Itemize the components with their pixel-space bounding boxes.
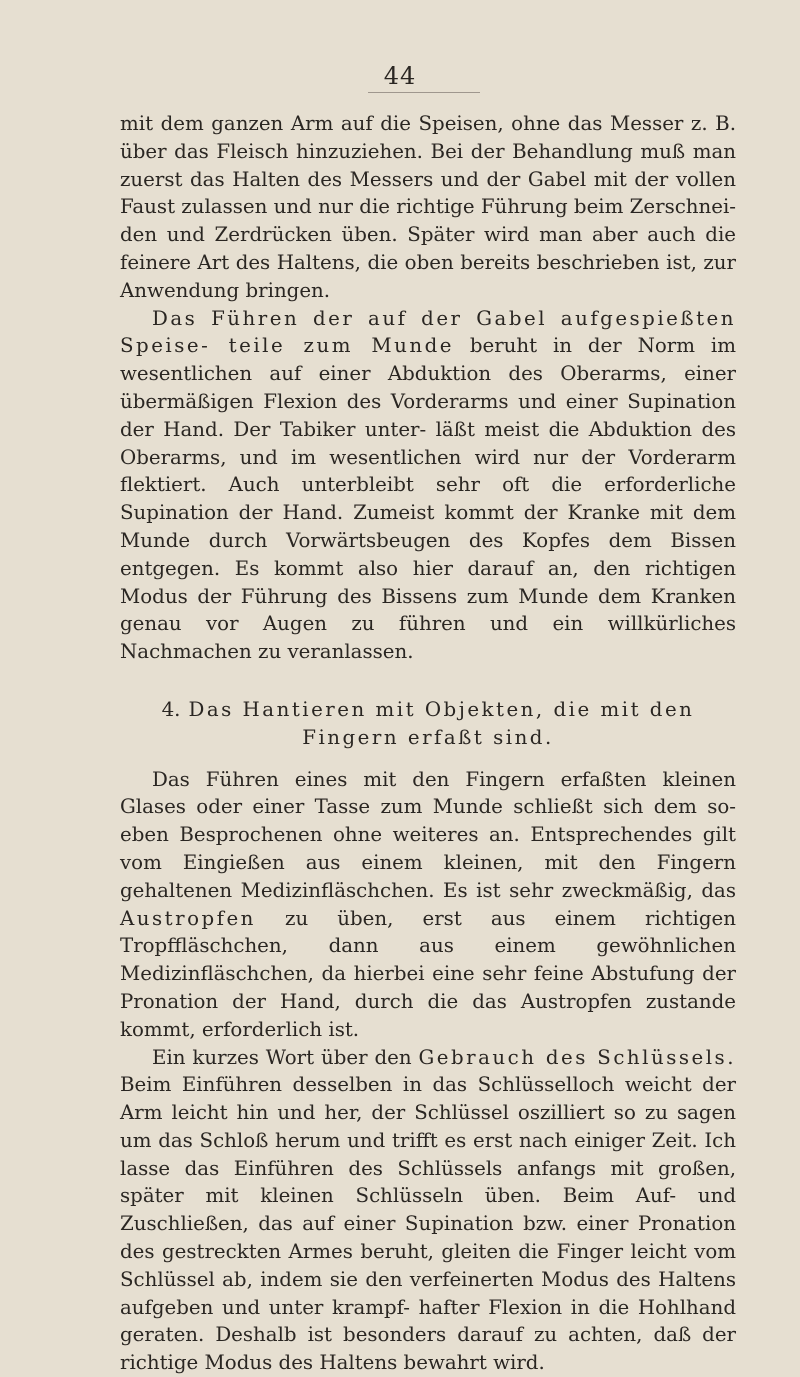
spaced-term-austropfen: Austropfen xyxy=(120,907,256,930)
page-body xyxy=(120,110,736,1377)
spaced-phrase: Das Führen der auf der Gabel aufgespießten Speise- teile zum Munde xyxy=(120,307,736,358)
section-paragraph-1-part1: Das Führen eines mit den Fingern erfaßten kleinen Glases oder einer Tasse zum Munde schließt sich dem so- eben Besprochenen ohne weiteres an. Entsprechendes gilt vom Eingießen aus einem kleinen, mit den Fingern gehaltenen Medizinfläschchen. Es ist sehr zweckmäßig, das xyxy=(120,768,736,902)
paragraph-2-text: beruht in der Norm im wesentlichen auf einer Abduktion des Oberarms, einer übermäßigen Flexion des Vorderarms und einer Supination der Hand. Der Tabiker unter- läßt meist die Abduktion des Oberarms, und im wesentlichen wird nur der Vorderarm flektiert. Auch unterbleibt sehr oft die erforderliche Supination der Hand. Zumeist kommt der Kranke mit dem Munde durch Vorwärtsbeugen des Kopfes dem Bissen entgegen. Es kommt also hier darauf an, den richtigen Modus der Führung des Bissens zum Munde dem Kranken genau vor Augen zu führen und ein willkürliches Nachmachen zu veranlassen. xyxy=(120,334,736,663)
paragraph-2 xyxy=(120,305,736,666)
section-paragraph-1 xyxy=(120,766,736,1044)
section-heading xyxy=(120,696,736,752)
section-paragraph-2-part1: Ein kurzes Wort über den xyxy=(152,1046,418,1069)
spaced-term-schluessel: Gebrauch des Schlüssels. xyxy=(418,1046,736,1069)
section-paragraph-1-part2: zu üben, erst aus einem richtigen Tropffläschchen, dann aus einem gewöhnlichen Medizinfläschchen, da hierbei eine sehr feine Abstufung der Pronation der Hand, durch die das Austropfen zustande kommt, erforderlich ist. xyxy=(120,907,736,1041)
paragraph-1: mit dem ganzen Arm auf die Speisen, ohne das Messer z. B. über das Fleisch hinzuziehen. Bei der Behandlung muß man zuerst das Halten des Messers und der Gabel mit der vollen Faust zulassen und nur die richtige Führung beim Zerschnei- den und Zerdrücken üben. Später wird man aber auch die feinere Art des Haltens, die oben bereits beschrieben ist, zur Anwendung bringen. xyxy=(120,110,736,305)
section-paragraph-2-part2: Beim Einführen desselben in das Schlüsselloch weicht der Arm leicht hin und her, der Schlüssel oszilliert so zu sagen um das Schloß herum und trifft es erst nach einiger Zeit. Ich lasse das Einführen des Schlüssels anfangs mit großen, später mit kleinen Schlüsseln üben. Beim Auf- und Zuschließen, das auf einer Supination bzw. einer Pronation des gestreckten Armes beruht, gleiten die Finger leicht vom Schlüssel ab, indem sie den verfeinerten Modus des Haltens aufgeben und unter krampf- hafter Flexion in die Hohlhand geraten. Deshalb ist besonders darauf zu achten, daß der richtige Modus des Haltens bewahrt wird. xyxy=(120,1073,736,1374)
section-title: Das Hantieren mit Objekten, die mit den Fingern erfaßt sind. xyxy=(188,698,694,749)
section-number: 4. xyxy=(162,698,181,721)
page-number-rule xyxy=(368,92,480,93)
page-number: 44 xyxy=(0,62,800,90)
section-paragraph-2 xyxy=(120,1044,736,1377)
